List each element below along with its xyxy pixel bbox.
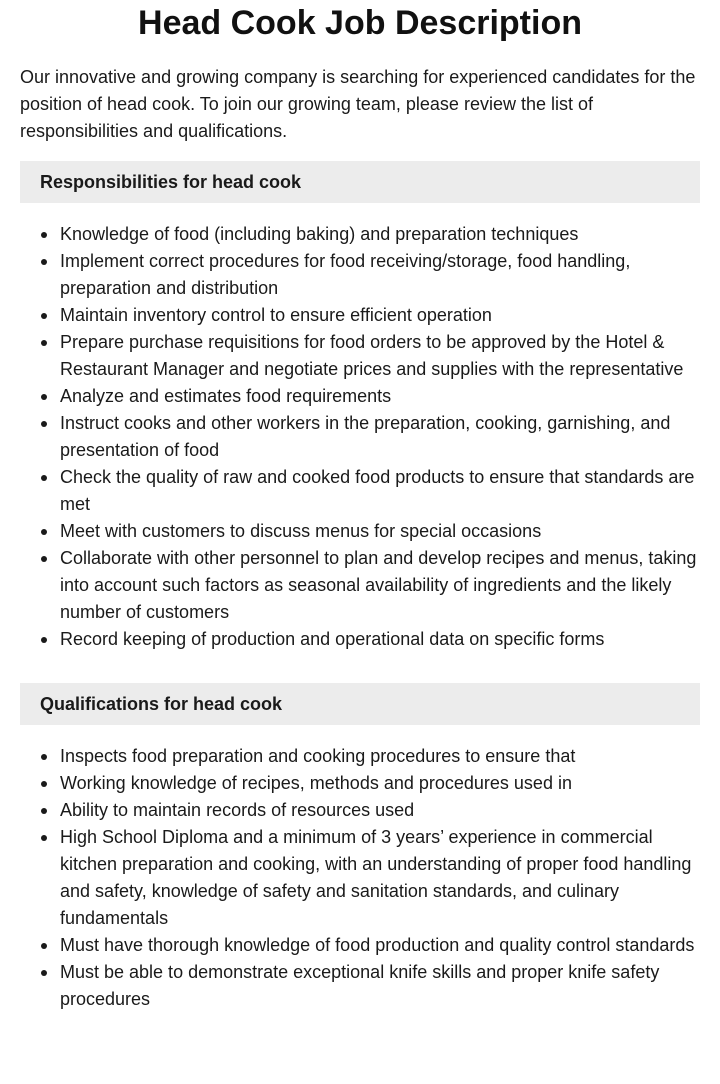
list-item: [60, 464, 700, 518]
list-item: [60, 770, 700, 797]
list-item-text: Must be able to demonstrate exceptional knife skills and proper knife safety procedures: [60, 962, 660, 1009]
bullet-icon: [41, 781, 47, 787]
list-item: [60, 329, 700, 383]
bullet-icon: [41, 475, 47, 481]
bullet-icon: [41, 340, 47, 346]
list-item: [60, 410, 700, 464]
bullet-icon: [41, 394, 47, 400]
qualifications-list: [20, 743, 700, 1013]
list-item: [60, 959, 700, 1013]
responsibilities-list: [20, 221, 700, 653]
list-item-text: High School Diploma and a minimum of 3 years’ experience in commercial kitchen preparation and cooking, with an understanding of proper food handling and safety, knowledge of safety and sanitation standards, and culinary fundamentals: [60, 827, 692, 928]
list-item: [60, 221, 700, 248]
list-item-text: Check the quality of raw and cooked food products to ensure that standards are met: [60, 467, 695, 514]
responsibilities-heading: Responsibilities for head cook: [20, 161, 700, 203]
list-item: [60, 383, 700, 410]
intro-paragraph: Our innovative and growing company is searching for experienced candidates for the position of head cook. To join our growing team, please review the list of responsibilities and qualifications.: [20, 67, 696, 141]
bullet-icon: [41, 754, 47, 760]
list-item: [60, 932, 700, 959]
page-title: Head Cook Job Description: [138, 4, 582, 42]
list-item: [60, 545, 700, 626]
list-item-text: Ability to maintain records of resources used: [60, 800, 415, 820]
list-item: [60, 824, 700, 932]
bullet-icon: [41, 421, 47, 427]
bullet-icon: [41, 943, 47, 949]
list-item: [60, 302, 700, 329]
list-item-text: Instruct cooks and other workers in the preparation, cooking, garnishing, and presentation of food: [60, 413, 671, 460]
list-item-text: Working knowledge of recipes, methods and procedures used in: [60, 773, 572, 793]
bullet-icon: [41, 556, 47, 562]
list-item: [60, 743, 700, 770]
bullet-icon: [41, 835, 47, 841]
bullet-icon: [41, 232, 47, 238]
list-item-text: Analyze and estimates food requirements: [60, 386, 392, 406]
bullet-icon: [41, 529, 47, 535]
list-item-text: Record keeping of production and operational data on specific forms: [60, 629, 605, 649]
bullet-icon: [41, 313, 47, 319]
list-item-text: Must have thorough knowledge of food production and quality control standards: [60, 935, 695, 955]
list-item-text: Inspects food preparation and cooking procedures to ensure that: [60, 746, 576, 766]
list-item-text: Maintain inventory control to ensure efficient operation: [60, 305, 492, 325]
list-item: [60, 518, 700, 545]
list-item: [60, 797, 700, 824]
list-item: [60, 248, 700, 302]
bullet-icon: [41, 970, 47, 976]
qualifications-heading: Qualifications for head cook: [20, 683, 700, 725]
bullet-icon: [41, 259, 47, 265]
list-item-text: Knowledge of food (including baking) and preparation techniques: [60, 224, 579, 244]
list-item-text: Meet with customers to discuss menus for special occasions: [60, 521, 542, 541]
list-item-text: Implement correct procedures for food receiving/storage, food handling, preparation and distribution: [60, 251, 631, 298]
list-item-text: Collaborate with other personnel to plan and develop recipes and menus, taking into account such factors as seasonal availability of ingredients and the likely number of customers: [60, 548, 697, 622]
list-item: [60, 626, 700, 653]
bullet-icon: [41, 808, 47, 814]
bullet-icon: [41, 637, 47, 643]
list-item-text: Prepare purchase requisitions for food orders to be approved by the Hotel & Restaurant Manager and negotiate prices and supplies with the representative: [60, 332, 684, 379]
